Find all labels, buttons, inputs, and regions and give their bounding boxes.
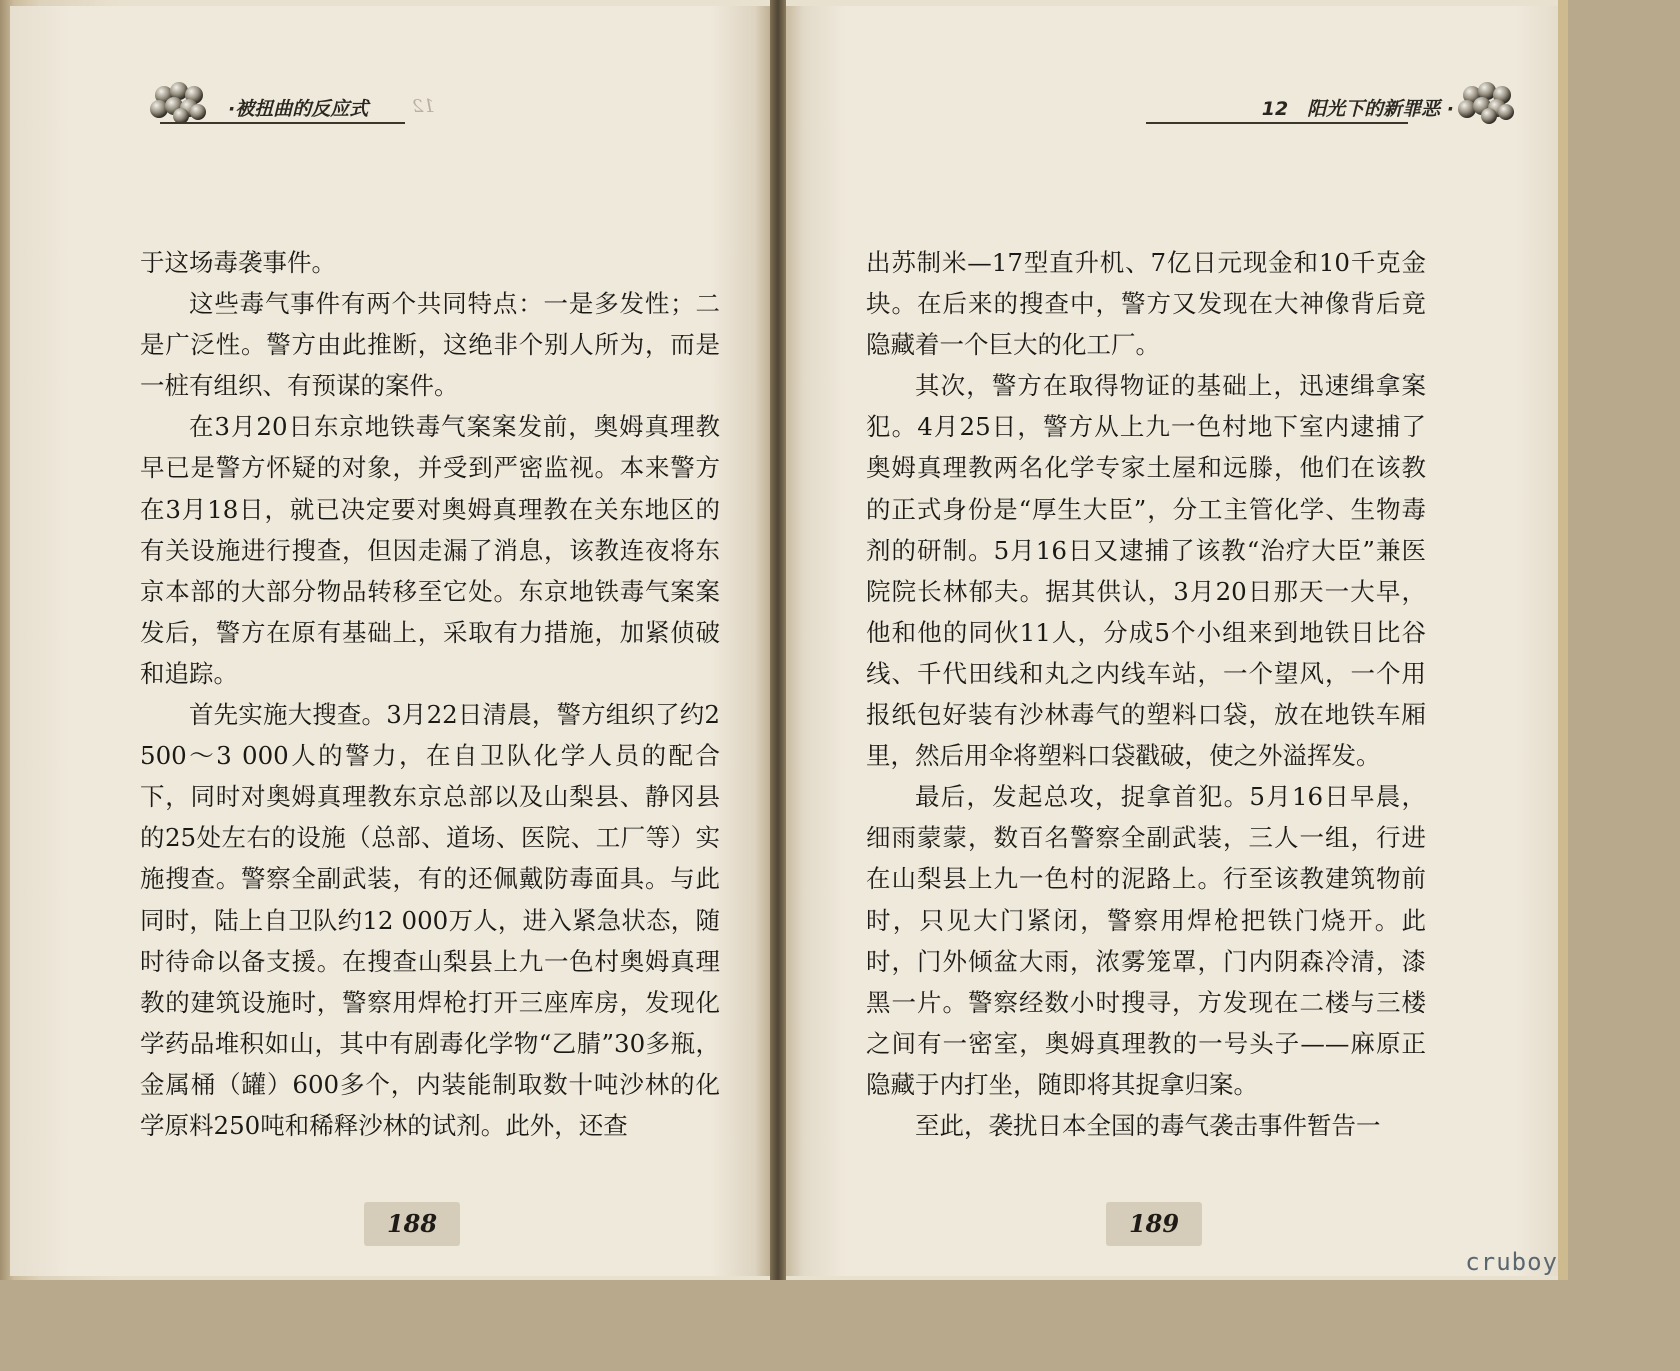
molecule-cluster-icon — [150, 80, 208, 124]
book-gutter — [770, 0, 786, 1280]
paragraph: 至此，袭扰日本全国的毒气袭击事件暂告一 — [915, 1110, 1381, 1140]
page-number: 189 — [1106, 1202, 1202, 1246]
running-head: ·被扭曲的反应式 — [228, 98, 369, 120]
page-edge — [1558, 0, 1568, 1280]
paragraph: 首先实施大搜查。3月22日清晨，警方组织了约2 500～3 000人的警力，在自卫队化学人员的配合下，同时对奥姆真理教东京总部以及山梨县、静冈县的25处左右的设施（总部、道场、医院、工厂等）实施搜查。警察全副武装，有的还佩戴防毒面具。与此同时，陆上自卫队约12 000万人，进入紧急状态，随时待命以备支援。在搜查山梨县上九一色村奥姆真理教的建筑设施时，警察用焊枪打开三座库房，发现化学药品堆积如山，其中有剧毒化学物“乙腈”30多瓶，金属桶（罐）600多个，内装能制取数十吨沙林的化学原料250吨和稀释沙林的试剂。此外，还查 — [140, 700, 720, 1140]
bleed-through-mark: 12 — [412, 96, 435, 117]
right-page — [786, 6, 1558, 1276]
molecule-cluster-icon — [1458, 80, 1516, 124]
header-rule — [1146, 122, 1408, 124]
paragraph: 在3月20日东京地铁毒气案案发前，奥姆真理教早已是警方怀疑的对象，并受到严密监视。本来警方在3月18日，就已决定要对奥姆真理教在关东地区的有关设施进行搜查，但因走漏了消息，该教连夜将东京本部的大部分物品转移至它处。东京地铁毒气案案发后，警方在原有基础上，采取有力措施，加紧侦破和追踪。 — [140, 412, 720, 688]
paragraph: 其次，警方在取得物证的基础上，迅速缉拿案犯。4月25日，警方从上九一色村地下室内逮捕了奥姆真理教两名化学专家土屋和远滕，他们在该教的正式身份是“厚生大臣”，分工主管化学、生物毒剂的研制。5月16日又逮捕了该教“治疗大臣”兼医院院长林郁夫。据其供认，3月20日那天一大早，他和他的同伙11人，分成5个小组来到地铁日比谷线、千代田线和丸之内线车站，一个望风，一个用报纸包好装有沙林毒气的塑料口袋，放在地铁车厢里，然后用伞将塑料口袋戳破，使之外溢挥发。 — [866, 371, 1426, 771]
paragraph: 于这场毒袭事件。 — [140, 248, 336, 277]
paragraph: 这些毒气事件有两个共同特点：一是多发性；二是广泛性。警方由此推断，这绝非个别人所为，而是一桩有组织、有预谋的案件。 — [140, 289, 720, 401]
paragraph: 最后，发起总攻，捉拿首犯。5月16日早晨，细雨蒙蒙，数百名警察全副武装，三人一组，行进在山梨县上九一色村的泥路上。行至该教建筑物前时，只见大门紧闭，警察用焊枪把铁门烧开。此时，门外倾盆大雨，浓雾笼罩，门内阴森冷清，漆黑一片。警察经数小时搜寻，方发现在二楼与三楼之间有一密室，奥姆真理教的一号头子——麻原正隐藏于内打坐，随即将其捉拿归案。 — [866, 782, 1426, 1099]
page-number: 188 — [364, 1202, 460, 1246]
running-head: 12 阳光下的新罪恶 · — [1261, 98, 1454, 120]
paragraph: 出苏制米—17型直升机、7亿日元现金和10千克金块。在后来的搜查中，警方又发现在大神像背后竟隐藏着一个巨大的化工厂。 — [866, 248, 1426, 360]
body-text — [866, 242, 1426, 1146]
body-text — [140, 242, 720, 1146]
watermark: cruboy — [1465, 1248, 1558, 1276]
left-page — [10, 6, 770, 1276]
header-rule — [160, 122, 405, 124]
